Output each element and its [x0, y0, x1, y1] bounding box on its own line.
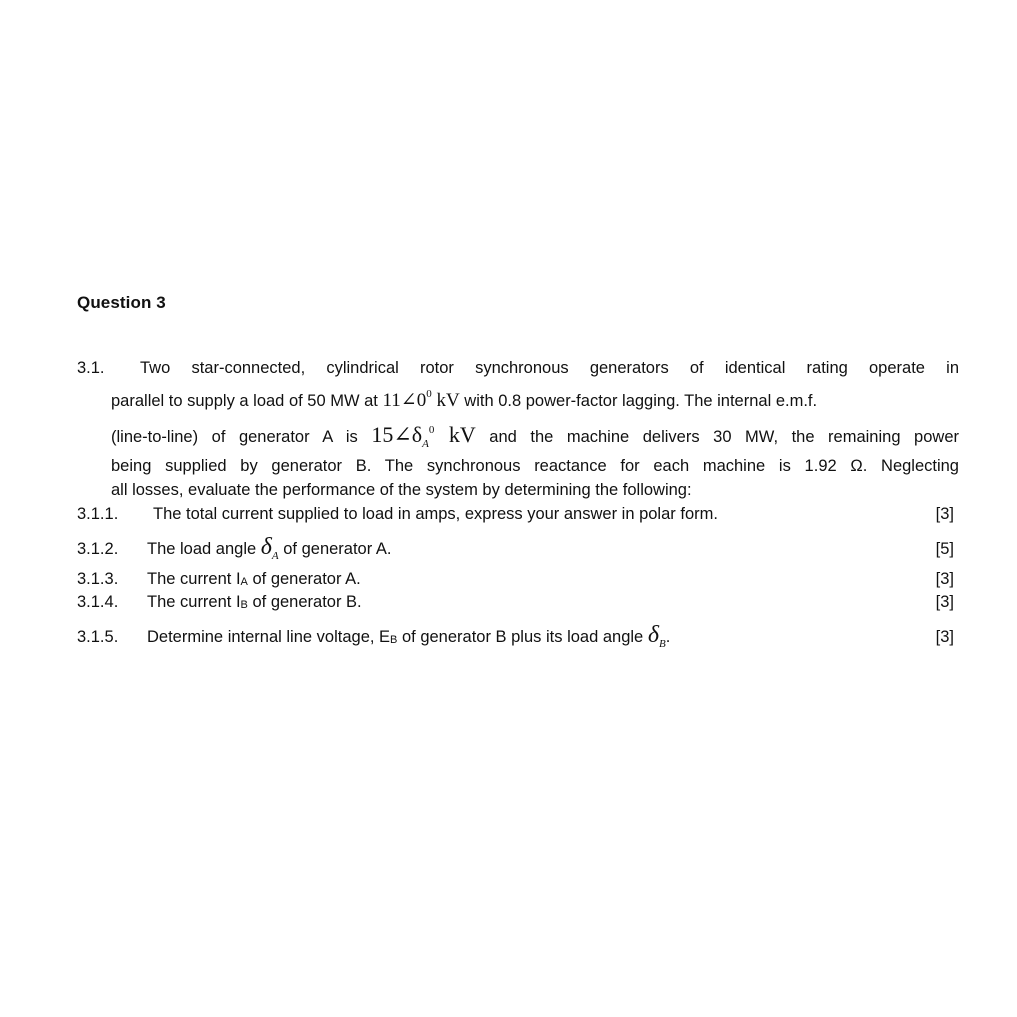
- intro-line-3: [111, 420, 959, 454]
- intro-line-5: [111, 480, 692, 500]
- intro-line-1-text: Two star-connected, cylindrical rotor synchronous generators of identical rating operate in: [140, 359, 959, 377]
- load-voltage-value: 11∠0: [382, 390, 427, 411]
- item-marks: [3]: [935, 505, 954, 523]
- item-number: 3.1.4.: [77, 593, 119, 611]
- delta-a-symbol: [261, 534, 279, 560]
- intro-line-4-text: being supplied by generator B. The synchronous reactance for each machine is 1.92 Ω. Neglecting: [111, 457, 959, 475]
- delta-a-sub: A: [271, 550, 279, 562]
- item-number: 3.1.3.: [77, 570, 119, 588]
- delta-a-glyph: δ: [260, 534, 272, 560]
- delta-b-symbol: [648, 622, 666, 648]
- item-marks: [5]: [935, 540, 954, 558]
- intro-line-2-before: parallel to supply a load of 50 MW at: [111, 392, 378, 410]
- emf-sub: A: [422, 438, 429, 450]
- item-text-after: .: [665, 628, 671, 646]
- item-marks: [3]: [935, 570, 954, 588]
- current-b-sub: B: [240, 599, 248, 611]
- emf-b-sub: B: [390, 634, 398, 646]
- item-text-before: Determine internal line voltage, E: [147, 628, 391, 646]
- load-voltage-math: [383, 390, 460, 411]
- item-text-before: The current I: [147, 570, 241, 588]
- item-text: The total current supplied to load in amps, express your answer in polar form.: [153, 505, 718, 523]
- item-text: [147, 570, 361, 589]
- item-text: [147, 593, 362, 612]
- emf-degree: 0: [428, 424, 435, 436]
- delta-b-glyph: δ: [647, 622, 659, 648]
- load-voltage-degree: 0: [426, 388, 432, 400]
- question-title: Question 3: [77, 293, 166, 312]
- intro-number: 3.1.: [77, 359, 105, 377]
- item-text-middle: of generator B plus its load angle: [401, 628, 644, 646]
- emf-math: [371, 422, 476, 450]
- question-item-3-1-2: [77, 534, 954, 564]
- intro-line-4: [111, 456, 959, 476]
- question-intro: [77, 358, 959, 508]
- intro-line-3-after: and the machine delivers 30 MW, the remaining power: [489, 428, 959, 446]
- item-text-before: The load angle: [147, 540, 257, 558]
- question-item-3-1-5: [77, 622, 954, 654]
- item-number: 3.1.2.: [77, 540, 119, 558]
- item-text-after: of generator A.: [283, 540, 392, 558]
- intro-line-2: [111, 384, 817, 411]
- item-number: 3.1.5.: [77, 628, 119, 646]
- emf-value: 15∠δ: [371, 422, 423, 447]
- item-text: [147, 622, 670, 650]
- intro-line-5-text: all losses, evaluate the performance of the system by determining the following:: [111, 481, 692, 499]
- item-marks: [3]: [935, 593, 954, 611]
- item-number: 3.1.1.: [77, 505, 119, 523]
- intro-line-1: [140, 358, 959, 378]
- item-marks: [3]: [935, 628, 954, 646]
- load-voltage-unit: kV: [436, 390, 460, 411]
- item-text-after: of generator A.: [252, 570, 361, 588]
- current-a-sub: A: [240, 576, 248, 588]
- intro-line-3-before: (line-to-line) of generator A is: [111, 428, 358, 446]
- emf-unit: kV: [448, 422, 476, 447]
- item-text: [147, 534, 392, 562]
- item-text-before: The current I: [147, 593, 241, 611]
- item-text-after: of generator B.: [252, 593, 362, 611]
- intro-line-2-after: with 0.8 power-factor lagging. The internal e.m.f.: [464, 392, 818, 410]
- delta-b-sub: B: [658, 638, 666, 650]
